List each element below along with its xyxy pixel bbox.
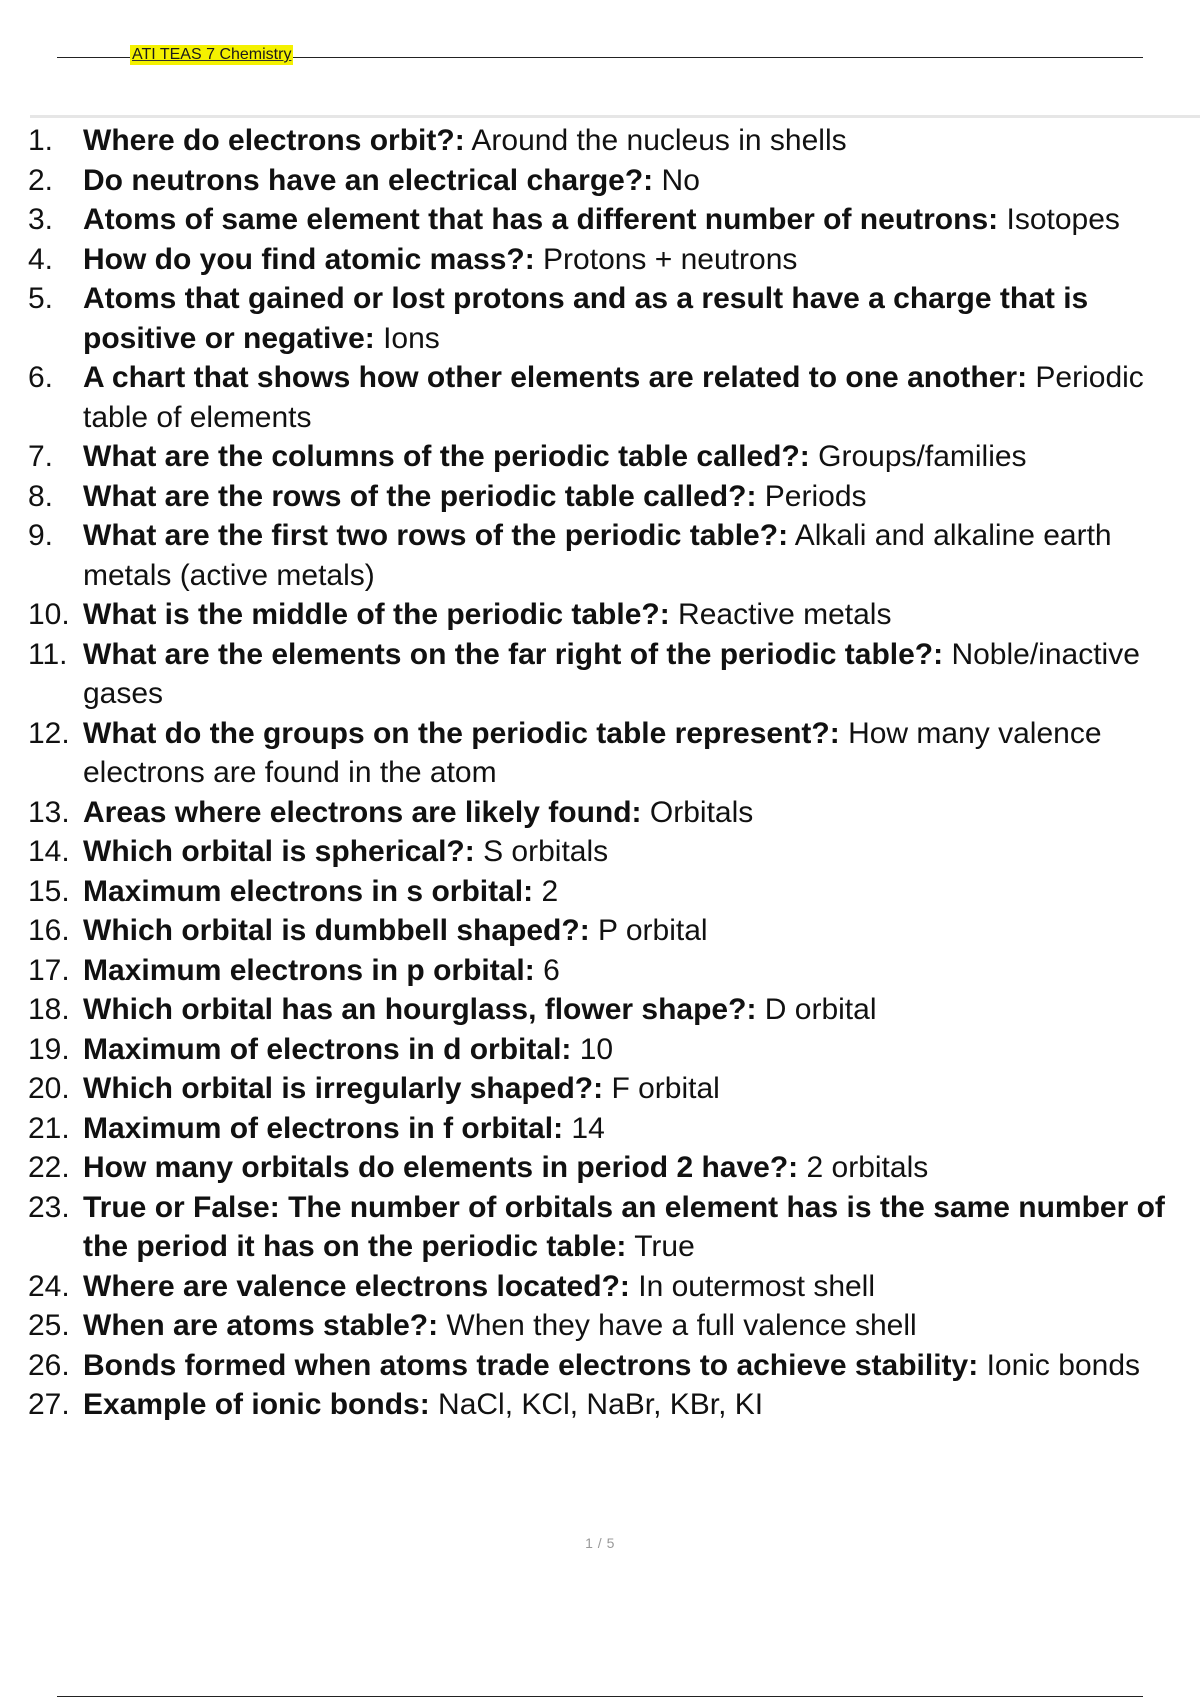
item-number: 2. [28, 163, 54, 197]
answer-text: F orbital [611, 1072, 720, 1105]
answer-text: Protons + neutrons [543, 242, 798, 276]
item-number: 6. [28, 361, 54, 394]
answer-text: P orbital [598, 914, 708, 947]
list-item [28, 1148, 1200, 1188]
item-number: 3. [28, 203, 54, 236]
answer-text: How many valence electrons are found in the atom [83, 716, 1102, 789]
item-number: 26. [28, 1348, 70, 1382]
item-number: 14. [28, 835, 70, 868]
item-number: 12. [28, 716, 70, 750]
list-item [28, 161, 1200, 201]
item-number: 20. [28, 1072, 70, 1105]
item-number: 22. [28, 1151, 70, 1184]
item-number: 13. [28, 795, 70, 829]
list-item [28, 1346, 1200, 1386]
question-text: How do you find atomic mass?: [83, 242, 535, 276]
item-number: 4. [28, 242, 54, 276]
list-item [28, 477, 1200, 517]
item-number: 8. [28, 479, 54, 513]
item-number: 7. [28, 440, 54, 473]
list-item [28, 358, 1200, 437]
answer-text: 6 [543, 953, 560, 987]
list-item [28, 990, 1200, 1030]
item-number: 21. [28, 1111, 70, 1145]
question-text: Which orbital is spherical?: [83, 835, 475, 868]
list-item [28, 793, 1200, 833]
question-text: Atoms that gained or lost protons and as a result have a charge that is positive or negative: [83, 282, 1089, 355]
answer-text: Ions [383, 321, 440, 355]
question-text: What are the elements on the far right of the periodic table?: [83, 637, 944, 671]
question-text: A chart that shows how other elements are related to one another: [83, 361, 1028, 394]
question-text: What are the columns of the periodic table called?: [83, 440, 810, 473]
list-item [28, 1069, 1200, 1109]
answer-text: When they have a full valence shell [446, 1309, 917, 1342]
list-item [28, 1267, 1200, 1307]
list-item [28, 1030, 1200, 1070]
answer-text: Alkali and alkaline earth metals (active metals) [83, 519, 1112, 592]
question-text: How many orbitals do elements in period 2 have?: [83, 1151, 799, 1184]
list-item [28, 1109, 1200, 1149]
list-item [28, 714, 1200, 793]
document-title: ATI TEAS 7 Chemistry [132, 46, 292, 63]
item-number: 9. [28, 519, 54, 552]
item-number: 25. [28, 1309, 70, 1342]
question-text: When are atoms stable?: [83, 1309, 439, 1342]
item-number: 5. [28, 282, 54, 315]
list-item [28, 951, 1200, 991]
question-text: Maximum electrons in s orbital: [83, 874, 534, 908]
question-text: What do the groups on the periodic table represent?: [83, 716, 840, 750]
answer-text: NaCl, KCl, NaBr, KBr, KI [438, 1388, 764, 1421]
item-number: 11. [28, 637, 68, 671]
item-number: 16. [28, 914, 70, 947]
list-item [28, 595, 1200, 635]
question-text: What are the first two rows of the periodic table?: [83, 519, 789, 552]
answer-text: Periods [764, 479, 867, 513]
question-text: Maximum electrons in p orbital: [83, 953, 535, 987]
answer-text: No [661, 163, 700, 197]
list-item [28, 1306, 1200, 1346]
list-item [28, 635, 1200, 714]
answer-text: Orbitals [649, 795, 754, 829]
question-answer-list [28, 121, 1200, 1425]
list-item [28, 279, 1200, 358]
item-number: 10. [28, 598, 70, 631]
answer-text: Isotopes [1006, 203, 1120, 236]
answer-text: S orbitals [483, 835, 609, 868]
answer-text: True [634, 1230, 695, 1263]
question-text: Which orbital is irregularly shaped?: [83, 1072, 604, 1105]
question-text: Maximum of electrons in f orbital: [83, 1111, 564, 1145]
item-number: 17. [28, 953, 70, 987]
item-number: 15. [28, 874, 70, 908]
answer-text: In outermost shell [638, 1269, 876, 1303]
item-number: 24. [28, 1269, 70, 1303]
item-number: 1. [28, 124, 54, 157]
item-number: 23. [28, 1190, 70, 1224]
answer-text: Noble/inactive gases [83, 637, 1140, 710]
list-item [28, 240, 1200, 280]
question-text: Areas where electrons are likely found: [83, 795, 642, 829]
answer-text: Around the nucleus in shells [471, 124, 847, 157]
list-item [28, 1188, 1200, 1267]
question-text: Where are valence electrons located?: [83, 1269, 630, 1303]
list-item [28, 1385, 1200, 1425]
question-text: Bonds formed when atoms trade electrons to achieve stability: [83, 1348, 979, 1382]
answer-text: Periodic table of elements [83, 361, 1144, 434]
question-text: What is the middle of the periodic table?: [83, 598, 670, 631]
answer-text: 2 [541, 874, 559, 908]
list-item [28, 911, 1200, 951]
answer-text: Ionic bonds [986, 1348, 1141, 1382]
answer-text: 10 [579, 1032, 614, 1066]
answer-text: 14 [571, 1111, 605, 1145]
item-number: 18. [28, 993, 70, 1026]
question-text: Which orbital is dumbbell shaped?: [83, 914, 590, 947]
answer-text: D orbital [764, 993, 877, 1026]
list-item [28, 121, 1200, 161]
item-number: 19. [28, 1032, 70, 1066]
question-text: Do neutrons have an electrical charge?: [83, 163, 654, 197]
question-text: What are the rows of the periodic table called?: [83, 479, 757, 513]
list-item [28, 516, 1200, 595]
list-item [28, 832, 1200, 872]
list-item [28, 437, 1200, 477]
page-indicator: 1 / 5 [585, 1535, 615, 1551]
item-number: 27. [28, 1388, 70, 1421]
question-text: Atoms of same element that has a different number of neutrons: [83, 203, 999, 236]
list-item [28, 872, 1200, 912]
question-text: Which orbital has an hourglass, flower shape?: [83, 993, 757, 1026]
question-text: Where do electrons orbit?: [83, 124, 465, 157]
section-divider [30, 115, 1200, 118]
footer-rule [57, 1696, 1143, 1697]
question-text: True or False: The number of orbitals an element has is the same number of the period it has on the periodic table: [83, 1190, 1165, 1263]
answer-text: Groups/families [818, 440, 1027, 473]
list-item [28, 200, 1200, 240]
answer-text: 2 orbitals [806, 1151, 929, 1184]
answer-text: Reactive metals [678, 598, 892, 631]
question-text: Maximum of electrons in d orbital: [83, 1032, 572, 1066]
question-text: Example of ionic bonds: [83, 1388, 430, 1421]
